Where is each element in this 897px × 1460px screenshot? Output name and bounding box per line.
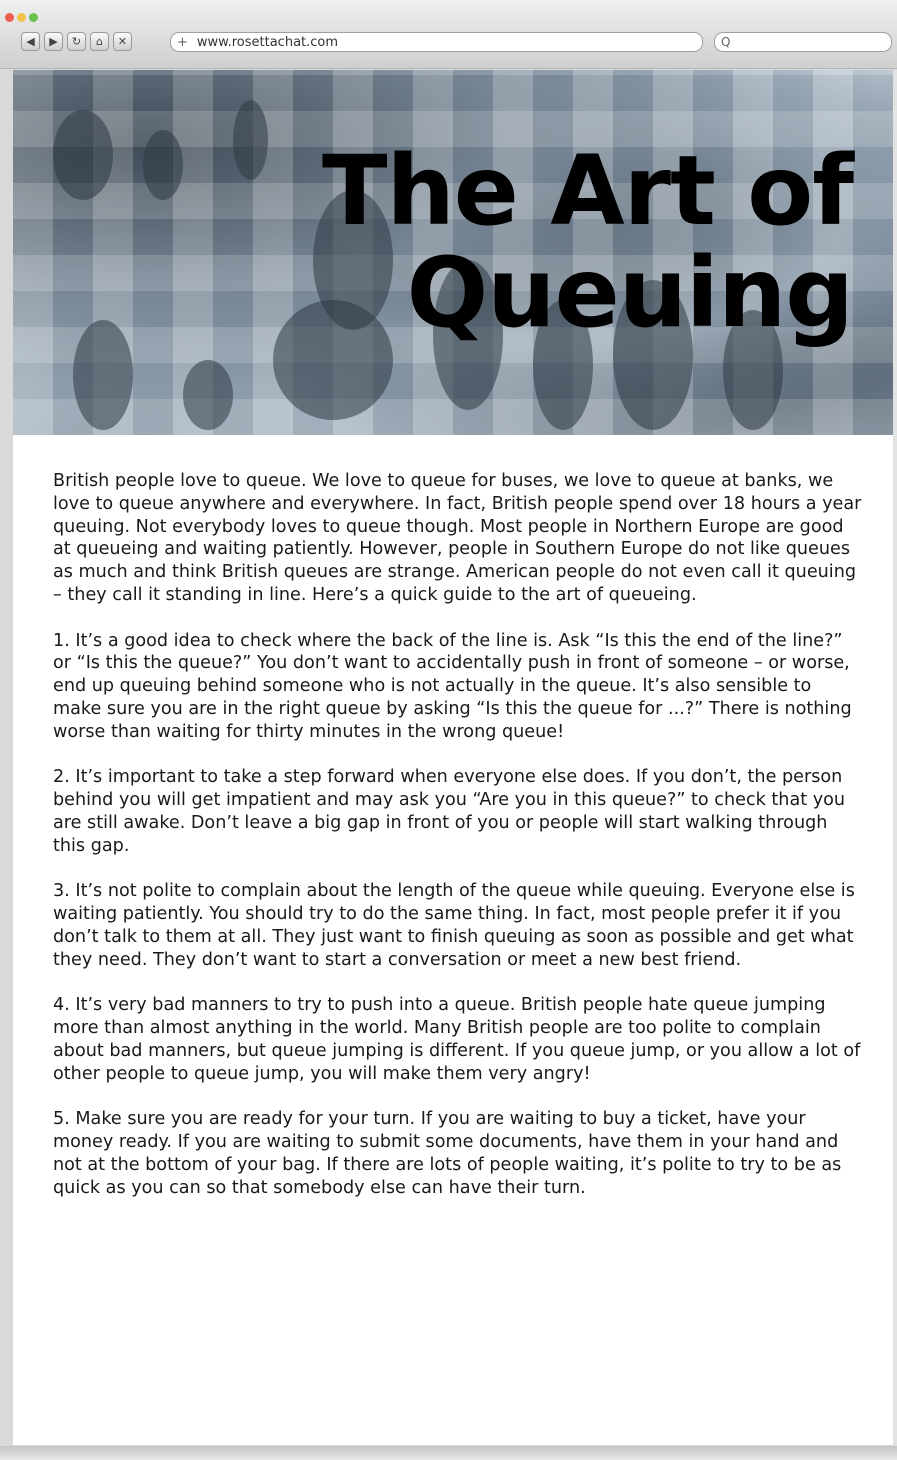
article-paragraph: 4. It’s very bad manners to try to push into a queue. British people hate queue jumping more than almost anything in the world. Many British people are too polite to complain about bad manners, but queue jumping is different. If you queue jump, or you allow a lot of other people to queue jump, you will make them very angry! <box>53 995 861 1084</box>
reload-icon[interactable]: ↻ <box>67 32 86 51</box>
status-bar <box>0 1446 897 1460</box>
article-paragraph: 3. It’s not polite to complain about the length of the queue while queuing. Everyone else is waiting patiently. You should try to do the same thing. In fact, most people prefer it if you don’t talk to them at all. They just want to finish queuing as soon as possible and get what they need. They don’t want to start a conversation or meet a new best friend. <box>53 881 855 970</box>
scrollbar-track[interactable] <box>893 70 897 1446</box>
title-line-1: The Art of <box>321 135 853 247</box>
page-title <box>321 135 853 349</box>
title-line-2: Queuing <box>406 237 853 349</box>
nav-buttons <box>21 32 132 51</box>
close-window-button[interactable] <box>5 13 14 22</box>
back-icon[interactable]: ◀ <box>21 32 40 51</box>
url-text: www.rosettachat.com <box>196 34 339 50</box>
home-icon[interactable]: ⌂ <box>90 32 109 51</box>
maximize-window-button[interactable] <box>29 13 38 22</box>
minimize-window-button[interactable] <box>17 13 26 22</box>
forward-icon[interactable]: ▶ <box>44 32 63 51</box>
search-icon: Q <box>721 35 731 49</box>
browser-toolbar <box>0 0 897 69</box>
search-input[interactable] <box>714 32 892 52</box>
article-body <box>53 470 865 1222</box>
add-tab-icon[interactable]: + <box>177 34 188 50</box>
article-paragraph: 5. Make sure you are ready for your turn. If you are waiting to buy a ticket, have your money ready. If you are waiting to submit some documents, have them in your hand and not at the bottom of your bag. If there are lots of people waiting, it’s polite to try to be as quick as you can so that somebody else can have their turn. <box>53 1109 842 1198</box>
window-controls <box>5 13 38 22</box>
article-paragraph: 1. It’s a good idea to check where the back of the line is. Ask “Is this the end of the line?” or “Is this the queue?” You don’t want to accidentally push in front of someone – or worse, end up queuing behind someone who is not actually in the queue. It’s also sensible to make sure you are in the right queue by asking “Is this the queue for ...?” There is nothing worse than waiting for thirty minutes in the wrong queue! <box>53 630 852 742</box>
hero-image <box>13 70 893 435</box>
address-bar[interactable] <box>170 32 703 52</box>
article-paragraph: 2. It’s important to take a step forward when everyone else does. If you don’t, the person behind you will get impatient and may ask you “Are you in this queue?” to check that you are still awake. Don’t leave a big gap in front of you or people will start walking through this gap. <box>53 767 846 856</box>
page-viewport <box>13 70 893 1445</box>
article-paragraph: British people love to queue. We love to queue for buses, we love to queue at banks, we love to queue anywhere and everywhere. In fact, British people spend over 18 hours a year queuing. Not everybody loves to queue though. Most people in Northern Europe are good at queueing and waiting patiently. However, people in Southern Europe do not like queues as much and think British queues are strange. American people do not even call it queuing – they call it standing in line. Here’s a quick guide to the art of queueing. <box>53 471 862 605</box>
close-icon[interactable]: ✕ <box>113 32 132 51</box>
